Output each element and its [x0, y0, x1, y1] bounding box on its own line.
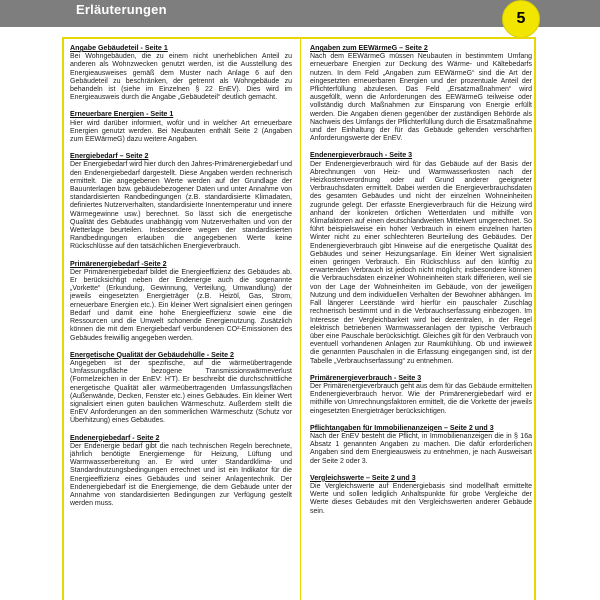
- section: [310, 474, 532, 516]
- section: [70, 351, 292, 426]
- section-text: Hier wird darüber informiert, wofür und in welcher Art erneuerbare Energien genutzt werden. Bei Neubauten enthält Seite 2 (Angaben zum EEWärmeG) dazu weitere Angaben.: [70, 119, 292, 144]
- section-title: Vergleichswerte – Seite 2 und 3: [310, 473, 416, 482]
- section: [310, 151, 532, 365]
- section-text: Der Primärenergiebedarf bildet die Energieeffizienz des Gebäudes ab. Er berücksichtigt neben der Endenergie auch die sogenannte „Vorkette“ (Erkundung, Gewinnung, Verteilung, Umwandlung) der jeweils eingesetzten Energieträger (z.B. Heizöl, Gas, Strom, erneuerbare Energien etc.). Ein kleiner Wert signalisiert einen geringen Bedarf und damit eine hohe Energieeffizienz sowie eine die Ressourcen und die Umwelt schonende Energienutzung. Zusätzlich können die mit dem Energiebedarf verbundenen CO²-Emissionen des Gebäudes freiwillig angegeben werden.: [70, 268, 292, 342]
- section: [70, 44, 292, 102]
- section-text: Der Primärenergieverbrauch geht aus dem für das Gebäude ermittelten Endenergieverbrauch hervor. Wie der Primärenergiebedarf wird er mithilfe von Umrechnungsfaktoren ermittelt, die die Vorkette der jeweils eingesetzten Energieträger berücksichtigen.: [310, 382, 532, 415]
- section: [70, 152, 292, 251]
- section-title: Endenergieverbrauch - Seite 3: [310, 151, 413, 160]
- section-title: Primärenergiebedarf -Seite 2: [70, 259, 167, 268]
- section-text: Bei Wohngebäuden, die zu einem nicht unerheblichen Anteil zu anderen als Wohnzwecken genutzt werden, ist die Ausstellung des Energieausweises gemäß dem Muster nach Anlage 6 auf den Gebäudeteil zu beschränken, der getrennt als Wohngebäude zu behandeln ist (siehe im Einzelnen § 22 EnEV). Dies wird im Energieausweis durch die Angabe „Gebäudeteil“ deutlich gemacht.: [70, 53, 292, 102]
- section-title: Energetische Qualität der Gebäudehülle - Seite 2: [70, 350, 234, 359]
- section-title: Energiebedarf – Seite 2: [70, 152, 149, 161]
- section-text: Angegeben ist der spezifische, auf die wärmeübertragende Umfassungsfläche bezogene Transmissionswärmeverlust (Formelzeichen in der EnEV: H'T). Er beschreibt die durchschnittliche energetische Qualität aller wärmeübertragenden Umfassungsflächen (Außenwände, Decken, Fenster etc.) eines Gebäudes. Ein kleiner Wert signalisiert einen guten baulichen Wärmeschutz. Außerdem stellt die EnEV Anforderungen an den sommerlichen Wärmeschutz (Schutz vor Überhitzung) eines Gebäudes.: [70, 359, 292, 425]
- section: [70, 110, 292, 144]
- left-column: [70, 44, 292, 600]
- section: [310, 44, 532, 143]
- section: [310, 424, 532, 466]
- section-text: Der Energiebedarf wird hier durch den Jahres-Primärenergiebedarf und den Endenergiebedarf dargestellt. Diese Angaben werden rechnerisch ermittelt. Die angegebenen Werte werden auf der Grundlage der Bauunterlagen bzw. gebäudebezogener Daten und unter Annahme von standardisierten Randbedingungen (z.B. standardisierte Klimadaten, definiertes Nutzerverhalten, standardisierte Innentemperatur und innere Wärmegewinne usw.) berechnet. So lässt sich die energetische Qualität des Gebäudes unabhängig vom Nutzerverhalten und von der Wetterlage beurteilen. Insbesondere wegen der standardisierten Randbedingungen erlauben die angegebenen Werte keine Rückschlüsse auf den tatsächlichen Energieverbrauch.: [70, 161, 292, 251]
- page-number-badge: 5: [502, 0, 540, 38]
- column-divider: [300, 39, 301, 600]
- section-text: Der Endenergieverbrauch wird für das Gebäude auf der Basis der Abrechnungen von Heiz- und Warmwasserkosten nach der Heizkostenverordnung oder auf Grund anderer geeigneter Verbrauchsdaten ermittelt. Dabei werden die Energieverbrauchsdaten des gesamten Gebäudes und nicht der einzelnen Wohneinheiten zugrunde gelegt. Der erfasste Energieverbrauch für die Heizung wird anhand der konkreten örtlichen Wetterdaten und mithilfe von Klimafaktoren auf einen deutschlandweiten Mittelwert umgerechnet. So führt beispielsweise ein hoher Verbrauch in einem einzelnen harten Winter nicht zu einer schlechteren Beurteilung des Gebäudes. Der Endenergieverbrauch gibt Hinweise auf die energetische Qualität des Gebäudes und seiner Heizungsanlage. Ein kleiner Wert signalisiert einen geringen Verbrauch. Ein Rückschluss auf den künftig zu erwartenden Verbrauch ist jedoch nicht möglich; insbesondere können die Verbrauchsdaten einzelner Wohneinheiten stark differieren, weil sie von der Lage der Wohneinheiten im Gebäude, von der jeweiligen Nutzung und dem individuellen Verhalten der Bewohner abhängen. Im Fall längerer Leerstände wird hierfür ein pauschaler Zuschlag rechnerisch bestimmt und in die Verbrauchserfassung einbezogen. Im Interesse der Vergleichbarkeit wird bei dezentralen, in der Regel elektrisch betriebenen Warmwasseranlagen der typische Verbrauch über eine Pauschale berücksichtigt. Gleiches gilt für den Verbrauch von eventuell vorhandenen Anlagen zur Raumkühlung. Ob und inwieweit die genannten Pauschalen in die Erfassung eingegangen sind, ist der Tabelle „Verbrauchserfassung“ zu entnehmen.: [310, 160, 532, 365]
- section: [70, 434, 292, 509]
- page-title: Erläuterungen: [76, 2, 167, 17]
- section-title: Angabe Gebäudeteil - Seite 1: [70, 44, 168, 52]
- section-title: Pflichtangaben für Immobilienanzeigen – Seite 2 und 3: [310, 423, 494, 432]
- section-title: Endenergiebedarf - Seite 2: [70, 433, 160, 442]
- section-title: Erneuerbare Energien - Seite 1: [70, 110, 174, 119]
- section-text: Nach dem EEWärmeG müssen Neubauten in bestimmtem Umfang erneuerbare Energien zur Deckung des Wärme- und Kältebedarfs nutzen. In dem Feld „Angaben zum EEWärmeG“ sind die Art der eingesetzten erneuerbaren Energien und der prozentuale Anteil der Pflichterfüllung abzulesen. Das Feld „Ersatzmaßnahmen“ wird ausgefüllt, wenn die Anforderungen des EEWärmeG teilweise oder vollständig durch Maßnahmen zur Einsparung von Energie erfüllt werden. Die Angaben dienen gegenüber der zuständigen Behörde als Nachweis des Umfangs der Pflichterfüllung durch die Ersatzmaßnahme und der Einhaltung der für das Gebäude geltenden verschärften Anforderungswerte der EnEV.: [310, 53, 532, 143]
- section-title: Primärenergieverbrauch - Seite 3: [310, 373, 422, 382]
- section: [310, 374, 532, 416]
- section-text: Die Vergleichswerte auf Endenergiebasis sind modellhaft ermittelte Werte und sollen lediglich Anhaltspunkte für grobe Vergleiche der Werte dieses Gebäudes mit den Vergleichswerten anderer Gebäude sein.: [310, 482, 532, 515]
- section-title: Angaben zum EEWärmeG – Seite 2: [310, 44, 428, 52]
- section: [70, 260, 292, 343]
- content-frame: [62, 37, 536, 600]
- right-column: [310, 44, 532, 600]
- section-text: Der Endenergie bedarf gibt die nach technischen Regeln berechnete, jährlich benötigte Energiemenge für Heizung, Lüftung und Warmwasserbereitung an. Er wird unter Standardklima- und Standardnutzungsbedingungen errechnet und ist ein Indikator für die Energieeffizienz eines Gebäudes und seiner Anlagentechnik. Der Endenergiebedarf ist die Energiemenge, die dem Gebäude unter der Annahme von standardisierten Bedingungen zur Verfügung gestellt werden muss.: [70, 442, 292, 508]
- section-text: Nach der EnEV besteht die Pflicht, in Immobilienanzeigen die in § 16a Absatz 1 genannten Angaben zu machen. Die dafür erforderlichen Angaben sind dem Energieausweis zu entnehmen, je nach Ausweisart der Seite 2 oder 3.: [310, 432, 532, 465]
